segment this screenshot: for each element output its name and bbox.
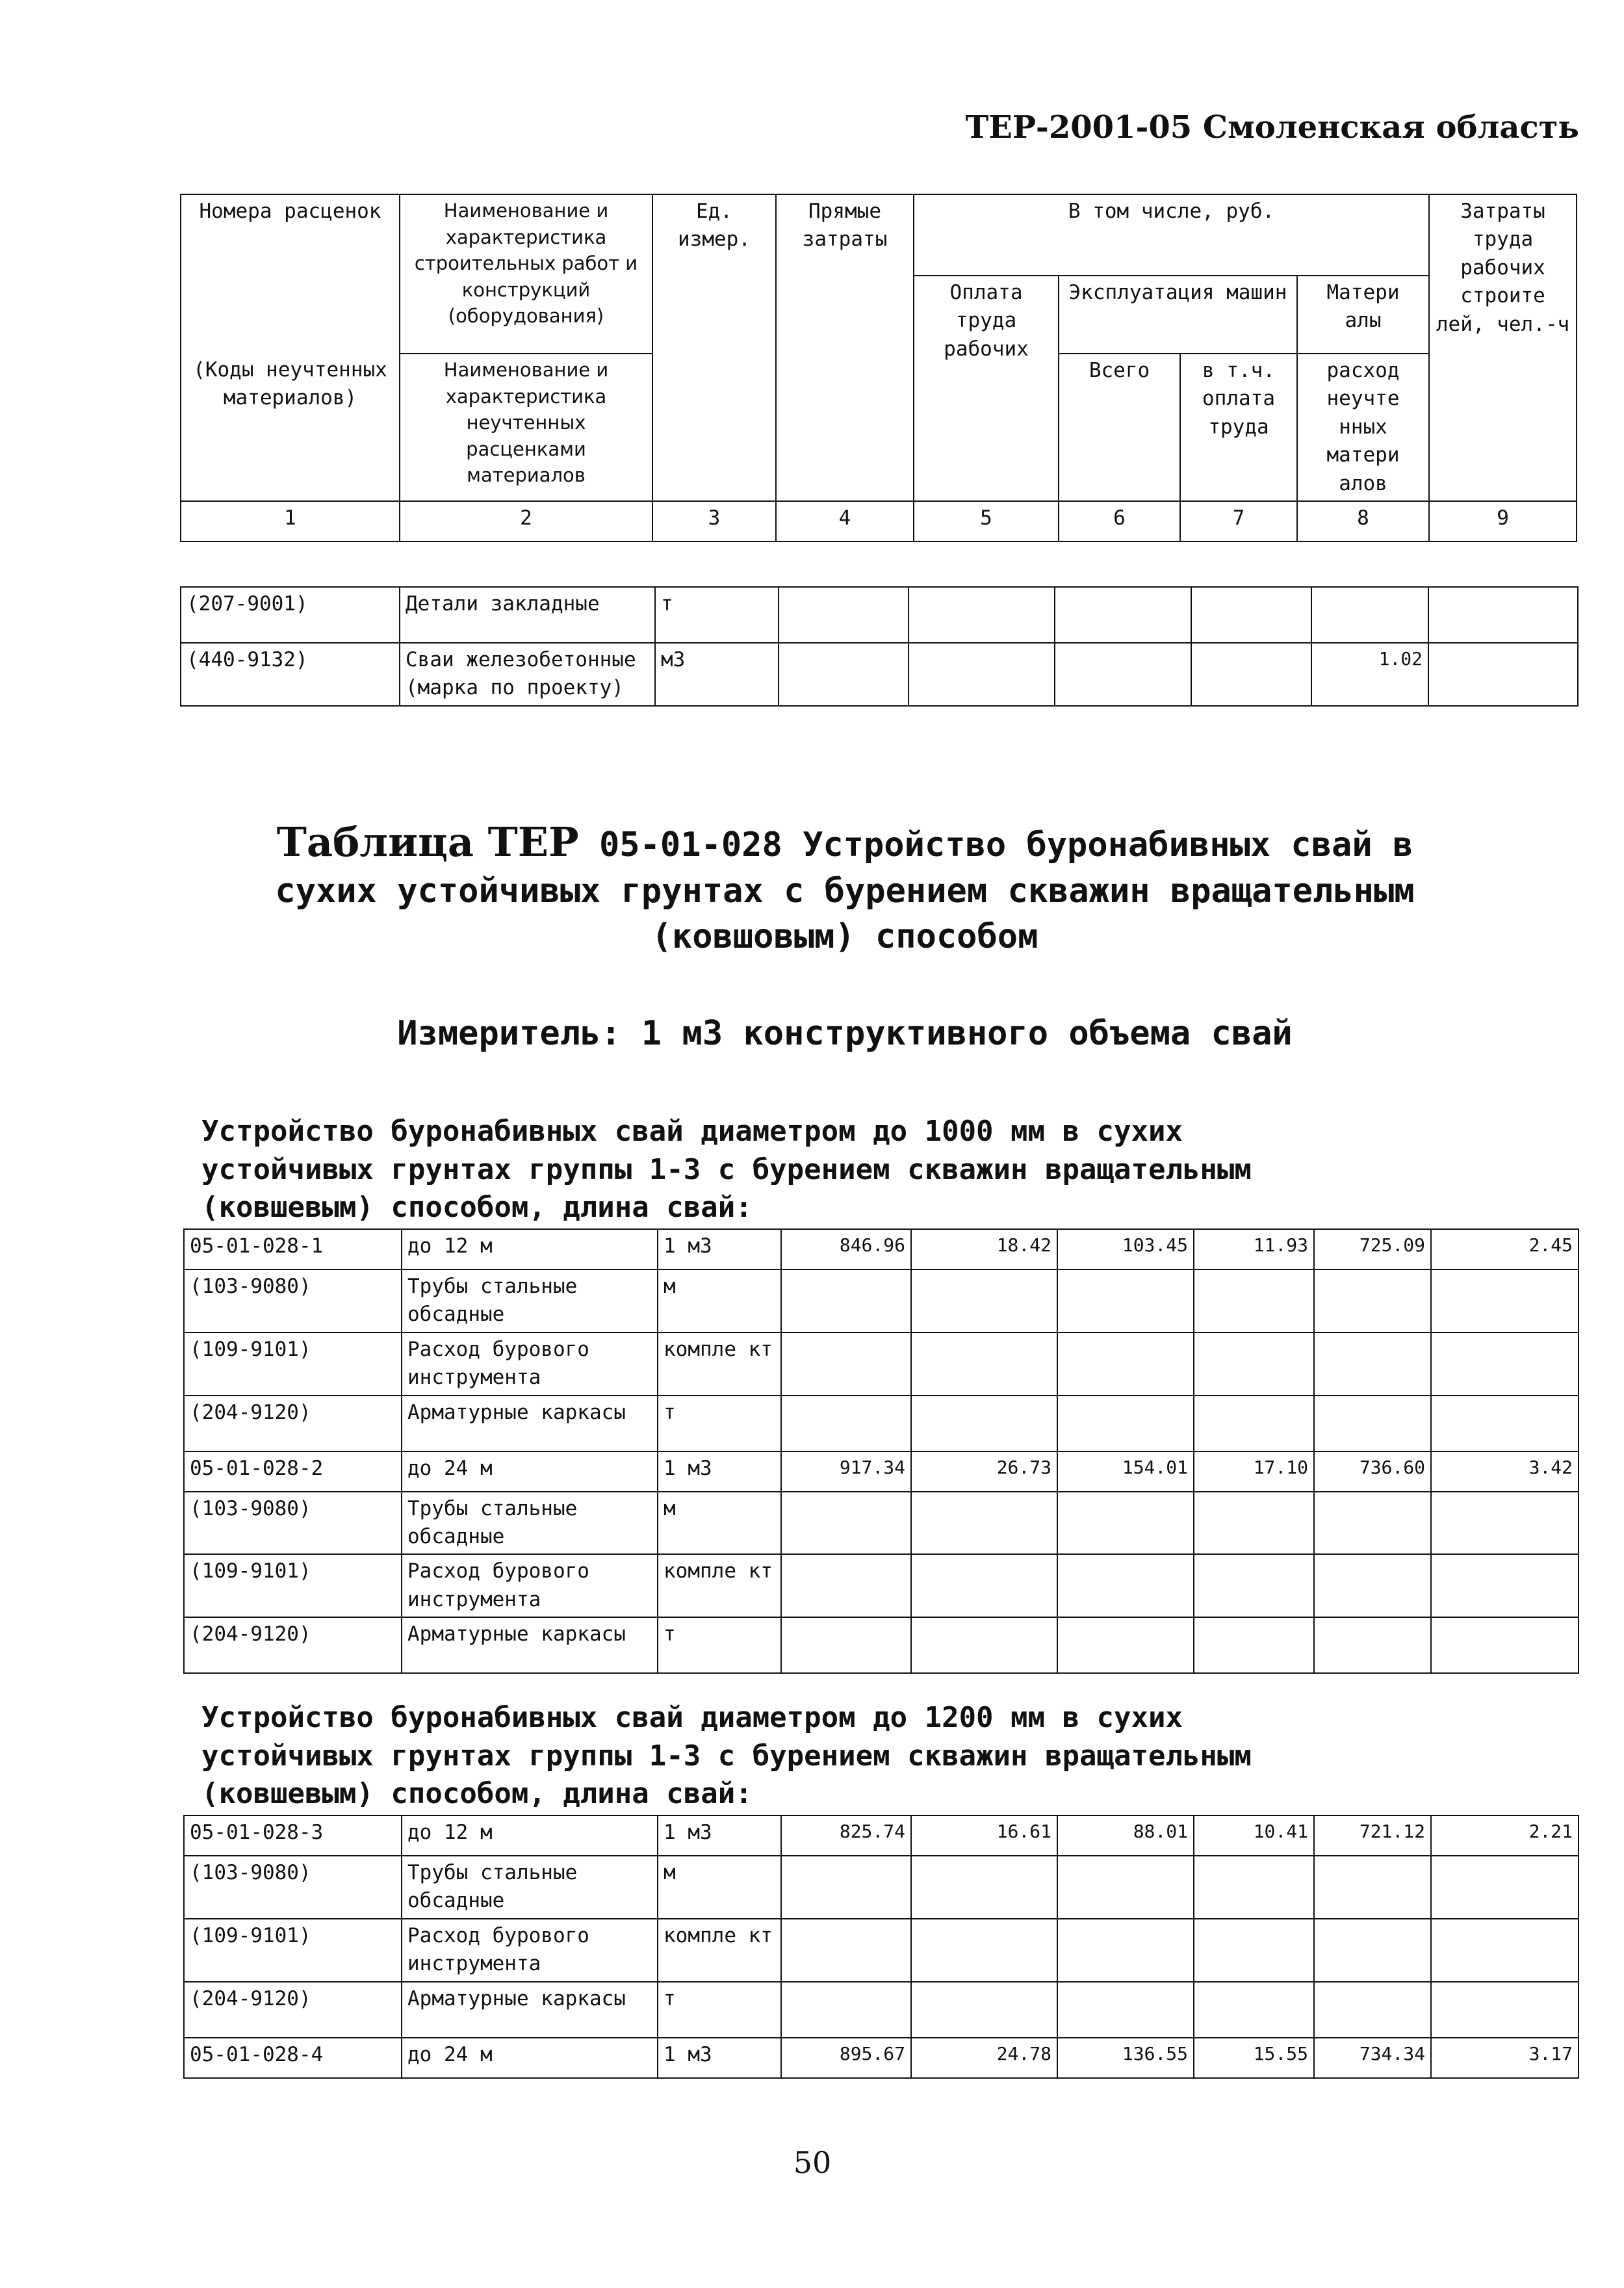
cell-pay <box>911 1554 1057 1617</box>
cell-materials <box>1314 1269 1431 1332</box>
table-row <box>184 1451 1579 1492</box>
cell-labor: 3.42 <box>1431 1451 1579 1492</box>
cell-unit: 1 м3 <box>658 1229 781 1269</box>
cell-pay <box>911 1982 1057 2038</box>
header-pay: Оплата труда рабочих <box>914 276 1059 501</box>
header-labor-costs: Затраты труда рабочих строите лей, чел.-ч <box>1429 194 1577 501</box>
table-row <box>184 1492 1579 1555</box>
cell-labor <box>1431 1492 1579 1555</box>
cell-pay <box>909 643 1055 706</box>
table-row <box>184 1554 1579 1617</box>
cell-machines: 136.55 <box>1057 2038 1194 2078</box>
cell-name: Расход бурового инструмента <box>402 1919 658 1982</box>
cell-code: (103-9080) <box>184 1492 402 1555</box>
title-line-1: 05-01-028 Устройство буронабивных свай в <box>599 826 1413 864</box>
cell-code: 05-01-028-3 <box>184 1815 402 1856</box>
cell-code: (103-9080) <box>184 1269 402 1332</box>
cell-labor <box>1431 1617 1579 1673</box>
unit-of-measure: Измеритель: 1 м3 конструктивного объема свай <box>397 1014 1293 1053</box>
header-name-top: Наименование и характеристика строительных работ и конструкций (оборудования) <box>400 194 652 354</box>
header-machines: Эксплуатация машин <box>1059 276 1297 354</box>
cell-pay: 16.61 <box>911 1815 1057 1856</box>
title-line-2: сухих устойчивых грунтах с бурением скважин вращательным <box>275 872 1415 911</box>
cell-direct <box>779 643 909 706</box>
cell-labor <box>1431 1396 1579 1451</box>
header-codes-spacer <box>181 276 400 315</box>
cell-machine-pay <box>1194 1982 1314 2038</box>
cell-machines <box>1057 1554 1194 1617</box>
cell-machine-pay <box>1194 1554 1314 1617</box>
cell-machines: 103.45 <box>1057 1229 1194 1269</box>
cell-machine-pay <box>1194 1269 1314 1332</box>
cell-name: Арматурные каркасы <box>402 1396 658 1451</box>
cell-pay <box>911 1492 1057 1555</box>
header-codes-top: Номера расценок <box>181 194 400 276</box>
cell-name: Арматурные каркасы <box>402 1617 658 1673</box>
table-row <box>184 1396 1579 1451</box>
cell-pay <box>911 1269 1057 1332</box>
cell-code: (103-9080) <box>184 1856 402 1919</box>
cell-code: (204-9120) <box>184 1617 402 1673</box>
cell-machine-pay <box>1194 1856 1314 1919</box>
cell-name: Сваи железобетонные (марка по проекту) <box>400 643 655 706</box>
cell-code: 05-01-028-1 <box>184 1229 402 1269</box>
cell-code: (204-9120) <box>184 1982 402 2038</box>
cell-unit: 1 м3 <box>658 1451 781 1492</box>
cell-machine-pay: 17.10 <box>1194 1451 1314 1492</box>
cell-name: до 24 м <box>402 2038 658 2078</box>
col-number-1: 1 <box>181 501 400 541</box>
cell-direct <box>781 1919 911 1982</box>
cell-unit: м <box>658 1856 781 1919</box>
table-row <box>184 1332 1579 1396</box>
cell-direct: 846.96 <box>781 1229 911 1269</box>
cell-materials: 721.12 <box>1314 1815 1431 1856</box>
table-row <box>184 1856 1579 1919</box>
table-row <box>184 1815 1579 1856</box>
header-codes-bottom: (Коды неучтенных материалов) <box>181 354 400 501</box>
cell-name: до 12 м <box>402 1815 658 1856</box>
table-row <box>184 1269 1579 1332</box>
cell-pay <box>911 1396 1057 1451</box>
cell-materials: 734.34 <box>1314 2038 1431 2078</box>
col-number-9: 9 <box>1429 501 1577 541</box>
cell-labor: 2.21 <box>1431 1815 1579 1856</box>
cell-materials <box>1314 1856 1431 1919</box>
cell-machine-pay <box>1191 643 1311 706</box>
cell-materials <box>1314 1492 1431 1555</box>
table-row <box>181 587 1578 643</box>
section-2-line-3: (ковшевым) способом, длина свай: <box>201 1777 753 1811</box>
section-1-line-1: Устройство буронабивных свай диаметром до 1000 мм в сухих <box>201 1115 1183 1148</box>
cell-machines <box>1057 1332 1194 1396</box>
col-number-2: 2 <box>400 501 652 541</box>
cell-labor: 3.17 <box>1431 2038 1579 2078</box>
cell-name: Трубы стальные обсадные <box>402 1492 658 1555</box>
cell-machine-pay <box>1194 1919 1314 1982</box>
cell-direct: 895.67 <box>781 2038 911 2078</box>
table-previous-body <box>181 587 1578 706</box>
cell-unit: компле кт <box>658 1554 781 1617</box>
section-1-heading <box>201 1113 1436 1227</box>
cell-unit: компле кт <box>658 1919 781 1982</box>
section-2-line-2: устойчивых грунтах группы 1-3 с бурением скважин вращательным <box>201 1739 1252 1773</box>
cell-name: Расход бурового инструмента <box>402 1332 658 1396</box>
cell-labor <box>1431 1856 1579 1919</box>
cell-direct <box>781 1269 911 1332</box>
col-number-7: 7 <box>1180 501 1297 541</box>
header-unit: Ед. измер. <box>652 194 776 501</box>
cell-materials <box>1314 1332 1431 1396</box>
title-line-3: (ковшовым) способом <box>651 916 1038 956</box>
cell-pay <box>909 587 1055 643</box>
table-row <box>184 1982 1579 2038</box>
cell-materials <box>1314 1982 1431 2038</box>
cell-pay <box>911 1332 1057 1396</box>
table-section-2-body <box>184 1815 1579 2078</box>
column-header-table <box>180 194 1577 542</box>
cell-materials <box>1314 1919 1431 1982</box>
cell-pay <box>911 1856 1057 1919</box>
cell-code: (109-9101) <box>184 1332 402 1396</box>
table-section-1 <box>183 1228 1579 1674</box>
col-number-8: 8 <box>1297 501 1429 541</box>
cell-machine-pay <box>1194 1492 1314 1555</box>
cell-pay <box>911 1617 1057 1673</box>
title-prefix: Таблица ТЕР <box>276 818 579 866</box>
col-number-4: 4 <box>776 501 914 541</box>
page-header: ТЕР-2001-05 Смоленская область <box>965 109 1579 146</box>
cell-machine-pay: 10.41 <box>1194 1815 1314 1856</box>
cell-direct <box>781 1396 911 1451</box>
section-1-line-2: устойчивых грунтах группы 1-3 с бурением скважин вращательным <box>201 1152 1252 1186</box>
cell-machines <box>1055 587 1191 643</box>
header-codes-spacer-2 <box>181 315 400 354</box>
cell-machines <box>1057 1919 1194 1982</box>
cell-code: (109-9101) <box>184 1554 402 1617</box>
cell-labor <box>1428 587 1578 643</box>
cell-unit: 1 м3 <box>658 1815 781 1856</box>
cell-pay: 18.42 <box>911 1229 1057 1269</box>
cell-machine-pay <box>1194 1332 1314 1396</box>
table-row <box>184 1919 1579 1982</box>
cell-unit: т <box>658 1617 781 1673</box>
header-unaccounted: расход неучте нных матери алов <box>1297 354 1429 501</box>
cell-name: Детали закладные <box>400 587 655 643</box>
cell-unit: т <box>658 1396 781 1451</box>
cell-direct <box>781 1982 911 2038</box>
table-title <box>175 816 1514 959</box>
cell-code: (204-9120) <box>184 1396 402 1451</box>
table-section-1-body <box>184 1229 1579 1673</box>
cell-unit: м3 <box>655 643 779 706</box>
cell-machine-pay <box>1191 587 1311 643</box>
cell-direct <box>781 1492 911 1555</box>
cell-machines <box>1057 1396 1194 1451</box>
cell-materials: 736.60 <box>1314 1451 1431 1492</box>
header-total: Всего <box>1059 354 1180 501</box>
cell-machines <box>1055 643 1191 706</box>
cell-code: (440-9132) <box>181 643 400 706</box>
table-row <box>184 2038 1579 2078</box>
cell-name: Арматурные каркасы <box>402 1982 658 2038</box>
cell-machine-pay: 15.55 <box>1194 2038 1314 2078</box>
cell-unit: компле кт <box>658 1332 781 1396</box>
cell-machines <box>1057 1982 1194 2038</box>
col-number-5: 5 <box>914 501 1059 541</box>
cell-pay <box>911 1919 1057 1982</box>
cell-code: (109-9101) <box>184 1919 402 1982</box>
cell-machine-pay <box>1194 1396 1314 1451</box>
table-previous <box>180 586 1579 707</box>
header-direct-costs: Прямые затраты <box>776 194 914 501</box>
cell-machine-pay <box>1194 1617 1314 1673</box>
section-2-line-1: Устройство буронабивных свай диаметром до 1200 мм в сухих <box>201 1701 1183 1734</box>
cell-labor: 2.45 <box>1431 1229 1579 1269</box>
cell-materials <box>1314 1617 1431 1673</box>
cell-name: до 12 м <box>402 1229 658 1269</box>
col-number-3: 3 <box>652 501 776 541</box>
cell-direct <box>781 1332 911 1396</box>
cell-direct <box>781 1554 911 1617</box>
header-materials: Матери алы <box>1297 276 1429 354</box>
cell-name: Трубы стальные обсадные <box>402 1856 658 1919</box>
cell-machine-pay: 11.93 <box>1194 1229 1314 1269</box>
cell-materials: 1.02 <box>1311 643 1428 706</box>
section-1-line-3: (ковшевым) способом, длина свай: <box>201 1191 753 1225</box>
cell-machines <box>1057 1617 1194 1673</box>
cell-machines: 154.01 <box>1057 1451 1194 1492</box>
cell-labor <box>1431 1982 1579 2038</box>
table-section-2 <box>183 1815 1579 2079</box>
cell-labor <box>1431 1919 1579 1982</box>
cell-name: Трубы стальные обсадные <box>402 1269 658 1332</box>
cell-labor <box>1431 1269 1579 1332</box>
header-including: В том числе, руб. <box>914 194 1429 276</box>
cell-name: до 24 м <box>402 1451 658 1492</box>
table-row <box>181 643 1578 706</box>
cell-direct <box>781 1617 911 1673</box>
col-number-6: 6 <box>1059 501 1180 541</box>
cell-labor <box>1428 643 1578 706</box>
cell-materials <box>1314 1396 1431 1451</box>
cell-labor <box>1431 1554 1579 1617</box>
cell-unit: 1 м3 <box>658 2038 781 2078</box>
cell-direct <box>781 1856 911 1919</box>
cell-unit: т <box>655 587 779 643</box>
cell-unit: м <box>658 1492 781 1555</box>
cell-machines <box>1057 1492 1194 1555</box>
table-row <box>184 1617 1579 1673</box>
cell-direct <box>779 587 909 643</box>
cell-pay: 24.78 <box>911 2038 1057 2078</box>
section-2-heading <box>201 1699 1436 1814</box>
cell-unit: т <box>658 1982 781 2038</box>
cell-direct: 825.74 <box>781 1815 911 1856</box>
cell-materials <box>1311 587 1428 643</box>
cell-code: (207-9001) <box>181 587 400 643</box>
cell-materials: 725.09 <box>1314 1229 1431 1269</box>
cell-machines <box>1057 1269 1194 1332</box>
cell-labor <box>1431 1332 1579 1396</box>
cell-direct: 917.34 <box>781 1451 911 1492</box>
page-number: 50 <box>793 2145 832 2180</box>
cell-code: 05-01-028-2 <box>184 1451 402 1492</box>
cell-name: Расход бурового инструмента <box>402 1554 658 1617</box>
header-incl-pay: в т.ч. оплата труда <box>1180 354 1297 501</box>
header-name-bottom: Наименование и характеристика неучтенных расценками материалов <box>400 354 652 501</box>
cell-machines: 88.01 <box>1057 1815 1194 1856</box>
cell-materials <box>1314 1554 1431 1617</box>
cell-pay: 26.73 <box>911 1451 1057 1492</box>
cell-code: 05-01-028-4 <box>184 2038 402 2078</box>
table-row <box>184 1229 1579 1269</box>
cell-unit: м <box>658 1269 781 1332</box>
cell-machines <box>1057 1856 1194 1919</box>
